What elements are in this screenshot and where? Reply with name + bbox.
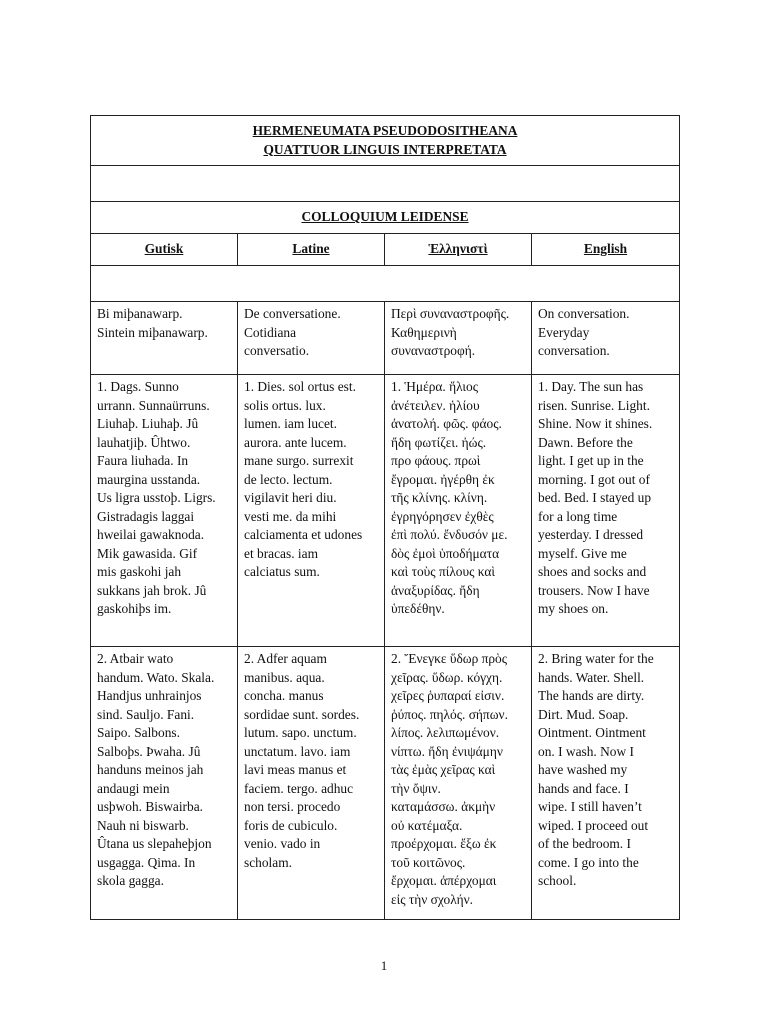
text-line: scholam. bbox=[244, 854, 292, 870]
text-line: Saipo. Salbons. bbox=[97, 725, 180, 740]
text-line: The hands are dirty. bbox=[538, 688, 645, 703]
text-line: Gistradagis laggai bbox=[97, 508, 195, 524]
greek-text-cell bbox=[385, 375, 532, 647]
text-line: gaskohiþs im. bbox=[97, 601, 172, 616]
section-row bbox=[91, 647, 680, 920]
english-text-cell bbox=[532, 647, 680, 920]
gothic-text-cell bbox=[91, 647, 238, 920]
text-line: wipe. I still haven’t bbox=[538, 799, 642, 814]
text-line: τὰς ἐμὰς χεῖρας καὶ bbox=[391, 762, 496, 777]
text-line: venio. vado in bbox=[244, 836, 321, 851]
text-line: 2. Bring water for the bbox=[538, 651, 654, 666]
text-line: ἐπὶ πολύ. ἔνδυσόν με. bbox=[391, 527, 508, 542]
text-line: light. I get up in the bbox=[538, 453, 644, 468]
text-line: Salboþs. Þwaha. Jû bbox=[97, 743, 201, 759]
text-line: manibus. aqua. bbox=[244, 669, 325, 685]
text-line: urrann. Sunnaürruns. bbox=[97, 397, 210, 413]
text-line: sind. Sauljo. Fani. bbox=[97, 706, 195, 722]
text-line: χεῖρες ῥυπαραί εἰσιν. bbox=[391, 688, 505, 703]
text-line: unctatum. lavo. iam bbox=[244, 743, 351, 759]
text-line: καὶ τοὺς πίλους καὶ bbox=[391, 564, 496, 579]
text-line: calciatus sum. bbox=[244, 564, 320, 579]
text-line: Shine. Now it shines. bbox=[538, 416, 653, 431]
text-line: wiped. I proceed out bbox=[538, 817, 649, 833]
text-line: 1. Day. The sun has bbox=[538, 379, 644, 394]
text-line: lauhatjiþ. Ûhtwo. bbox=[97, 434, 191, 450]
text-line: Ointment. Ointment bbox=[538, 725, 646, 740]
text-line: χεῖρας. ὕδωρ. κόγχη. bbox=[391, 669, 503, 685]
text-line: De conversatione. bbox=[244, 306, 341, 321]
text-line: hands and face. I bbox=[538, 780, 629, 796]
gothic-text-cell bbox=[91, 375, 238, 647]
text-line: maurgina usstanda. bbox=[97, 471, 201, 487]
text-line: 1. Dags. Sunno bbox=[97, 379, 179, 394]
text-line: ἔγρομαι. ἠγέρθη ἐκ bbox=[391, 471, 495, 487]
text-line: ἀνατολή. φῶς. φάος. bbox=[391, 416, 502, 431]
subtitle-row bbox=[91, 202, 680, 234]
title-line-1: HERMENEUMATA PSEUDODOSITHEANA bbox=[252, 123, 518, 138]
colloquium-title: COLLOQUIUM LEIDENSE bbox=[91, 202, 680, 234]
column-header-english: English bbox=[532, 234, 680, 266]
text-line: foris de cubiculo. bbox=[244, 817, 338, 833]
text-line: non tersi. procedo bbox=[244, 799, 341, 814]
text-line: οὐ κατέμαξα. bbox=[391, 817, 463, 833]
text-line: ἔρχομαι. ἀπέρχομαι bbox=[391, 873, 497, 888]
text-line: lavi meas manus et bbox=[244, 762, 347, 777]
text-line: Faura liuhada. In bbox=[97, 453, 189, 468]
text-line: Nauh ni biswarb. bbox=[97, 817, 189, 833]
text-line: Dawn. Before the bbox=[538, 434, 633, 450]
text-line: skola gagga. bbox=[97, 873, 164, 888]
text-line: usþwoh. Biswairba. bbox=[97, 799, 204, 814]
text-line: de lecto. lectum. bbox=[244, 471, 333, 487]
text-line: solis ortus. lux. bbox=[244, 397, 326, 413]
text-line: risen. Sunrise. Light. bbox=[538, 397, 650, 413]
text-line: Dirt. Mud. Soap. bbox=[538, 706, 629, 722]
text-line: ὑπεδέθην. bbox=[391, 601, 445, 616]
text-line: ἤδη φωτίζει. ἠώς. bbox=[391, 434, 487, 450]
text-line: vesti me. da mihi bbox=[244, 508, 337, 524]
text-line: προ φάους. πρωὶ bbox=[391, 453, 481, 468]
latin-text-cell bbox=[238, 375, 385, 647]
text-line: 1. Ἡμέρα. ἥλιος bbox=[391, 379, 479, 394]
latin-text-cell bbox=[238, 302, 385, 375]
text-line: δὸς ἐμοὶ ὑποδήματα bbox=[391, 545, 500, 561]
column-header-greek: Ἑλληνιστὶ bbox=[385, 234, 532, 266]
latin-text-cell bbox=[238, 647, 385, 920]
text-line: Everyday bbox=[538, 324, 590, 340]
text-line: 2. Adfer aquam bbox=[244, 651, 327, 666]
text-line: προέρχομαι. ἔξω ἐκ bbox=[391, 836, 497, 851]
text-line: morning. I got out of bbox=[538, 471, 650, 487]
blank-cell bbox=[91, 266, 680, 302]
text-line: conversatio. bbox=[244, 343, 310, 358]
text-line: sukkans jah brok. Jû bbox=[97, 582, 207, 598]
text-line: of the bedroom. I bbox=[538, 836, 631, 851]
text-line: bed. Bed. I stayed up bbox=[538, 490, 652, 505]
text-line: aurora. ante lucem. bbox=[244, 434, 347, 450]
text-line: yesterday. I dressed bbox=[538, 527, 644, 542]
section-row bbox=[91, 302, 680, 375]
text-line: συναναστροφή. bbox=[391, 343, 476, 358]
text-line: λίπος. λελιπωμένον. bbox=[391, 725, 500, 740]
text-line: trousers. Now I have bbox=[538, 582, 650, 598]
text-line: Us ligra usstoþ. Ligrs. bbox=[97, 490, 216, 505]
page-number: 1 bbox=[380, 958, 388, 973]
text-line: Καθημερινὴ bbox=[391, 324, 457, 340]
text-line: Liuhaþ. Liuhaþ. Jû bbox=[97, 416, 199, 431]
text-line: shoes and socks and bbox=[538, 564, 647, 579]
document-title bbox=[91, 116, 680, 166]
section-row bbox=[91, 375, 680, 647]
title-line-2: QUATTUOR LINGUIS INTERPRETATA bbox=[263, 141, 507, 157]
column-header-gothic: Gutisk bbox=[91, 234, 238, 266]
text-line: lutum. sapo. unctum. bbox=[244, 725, 357, 740]
text-line: sordidae sunt. sordes. bbox=[244, 706, 360, 722]
text-line: Περὶ συναναστροφῆς. bbox=[391, 306, 510, 321]
text-line: 1. Dies. sol ortus est. bbox=[244, 379, 356, 394]
text-line: myself. Give me bbox=[538, 545, 627, 561]
text-line: conversation. bbox=[538, 343, 610, 358]
text-line: Mik gawasida. Gif bbox=[97, 545, 198, 561]
text-line: for a long time bbox=[538, 508, 618, 524]
blank-row bbox=[91, 266, 680, 302]
text-line: handuns meinos jah bbox=[97, 762, 204, 777]
text-line: lumen. iam lucet. bbox=[244, 416, 337, 431]
translation-table bbox=[90, 115, 680, 920]
text-line: ἀνέτειλεν. ἡλίου bbox=[391, 397, 480, 413]
text-line: handum. Wato. Skala. bbox=[97, 669, 215, 685]
text-line: mis gaskohi jah bbox=[97, 564, 182, 579]
text-line: εἰς τὴν σχολήν. bbox=[391, 891, 474, 907]
text-line: Bi miþanawarp. bbox=[97, 306, 183, 321]
text-line: τοῦ κοιτῶνος. bbox=[391, 854, 466, 870]
text-line: νίπτω. ἤδη ἐνιψάμην bbox=[391, 743, 503, 759]
english-text-cell bbox=[532, 302, 680, 375]
text-line: τῆς κλίνης. κλίνη. bbox=[391, 490, 488, 505]
text-line: Sintein miþanawarp. bbox=[97, 324, 208, 340]
text-line: hweilai gawaknoda. bbox=[97, 527, 205, 542]
text-line: ῥύπος. πηλός. σήπων. bbox=[391, 706, 508, 722]
text-line: usgagga. Qima. In bbox=[97, 854, 196, 870]
text-line: school. bbox=[538, 873, 577, 888]
text-line: et bracas. iam bbox=[244, 545, 318, 561]
text-line: καταμάσσω. ἀκμὴν bbox=[391, 799, 496, 814]
blank-cell bbox=[91, 166, 680, 202]
english-text-cell bbox=[532, 375, 680, 647]
column-header-latin: Latine bbox=[238, 234, 385, 266]
text-line: vigilavit heri diu. bbox=[244, 490, 337, 505]
text-line: my shoes on. bbox=[538, 601, 609, 616]
text-line: mane surgo. surrexit bbox=[244, 453, 354, 468]
language-header-row bbox=[91, 234, 680, 266]
gothic-text-cell bbox=[91, 302, 238, 375]
greek-text-cell bbox=[385, 302, 532, 375]
text-line: on. I wash. Now I bbox=[538, 743, 634, 759]
text-line: 2. Atbair wato bbox=[97, 651, 174, 666]
text-line: andaugi mein bbox=[97, 780, 170, 796]
text-line: Handjus unhrainjos bbox=[97, 688, 202, 703]
title-row bbox=[91, 116, 680, 166]
text-line: ἐγρηγόρησεν ἐχθὲς bbox=[391, 508, 494, 524]
text-line: concha. manus bbox=[244, 688, 324, 703]
text-line: τὴν ὄψιν. bbox=[391, 780, 441, 796]
greek-text-cell bbox=[385, 647, 532, 920]
text-line: come. I go into the bbox=[538, 854, 639, 870]
text-line: hands. Water. Shell. bbox=[538, 669, 645, 685]
blank-row bbox=[91, 166, 680, 202]
text-line: calciamenta et udones bbox=[244, 527, 363, 542]
text-line: Cotidiana bbox=[244, 324, 297, 340]
text-line: faciem. tergo. adhuc bbox=[244, 780, 354, 796]
text-line: 2. Ἔνεγκε ὕδωρ πρὸς bbox=[391, 651, 508, 666]
text-line: On conversation. bbox=[538, 306, 630, 321]
text-line: ἀναξυρίδας. ἤδη bbox=[391, 582, 480, 598]
text-line: Ûtana us slepaheþjon bbox=[97, 836, 212, 851]
text-line: have washed my bbox=[538, 762, 628, 777]
